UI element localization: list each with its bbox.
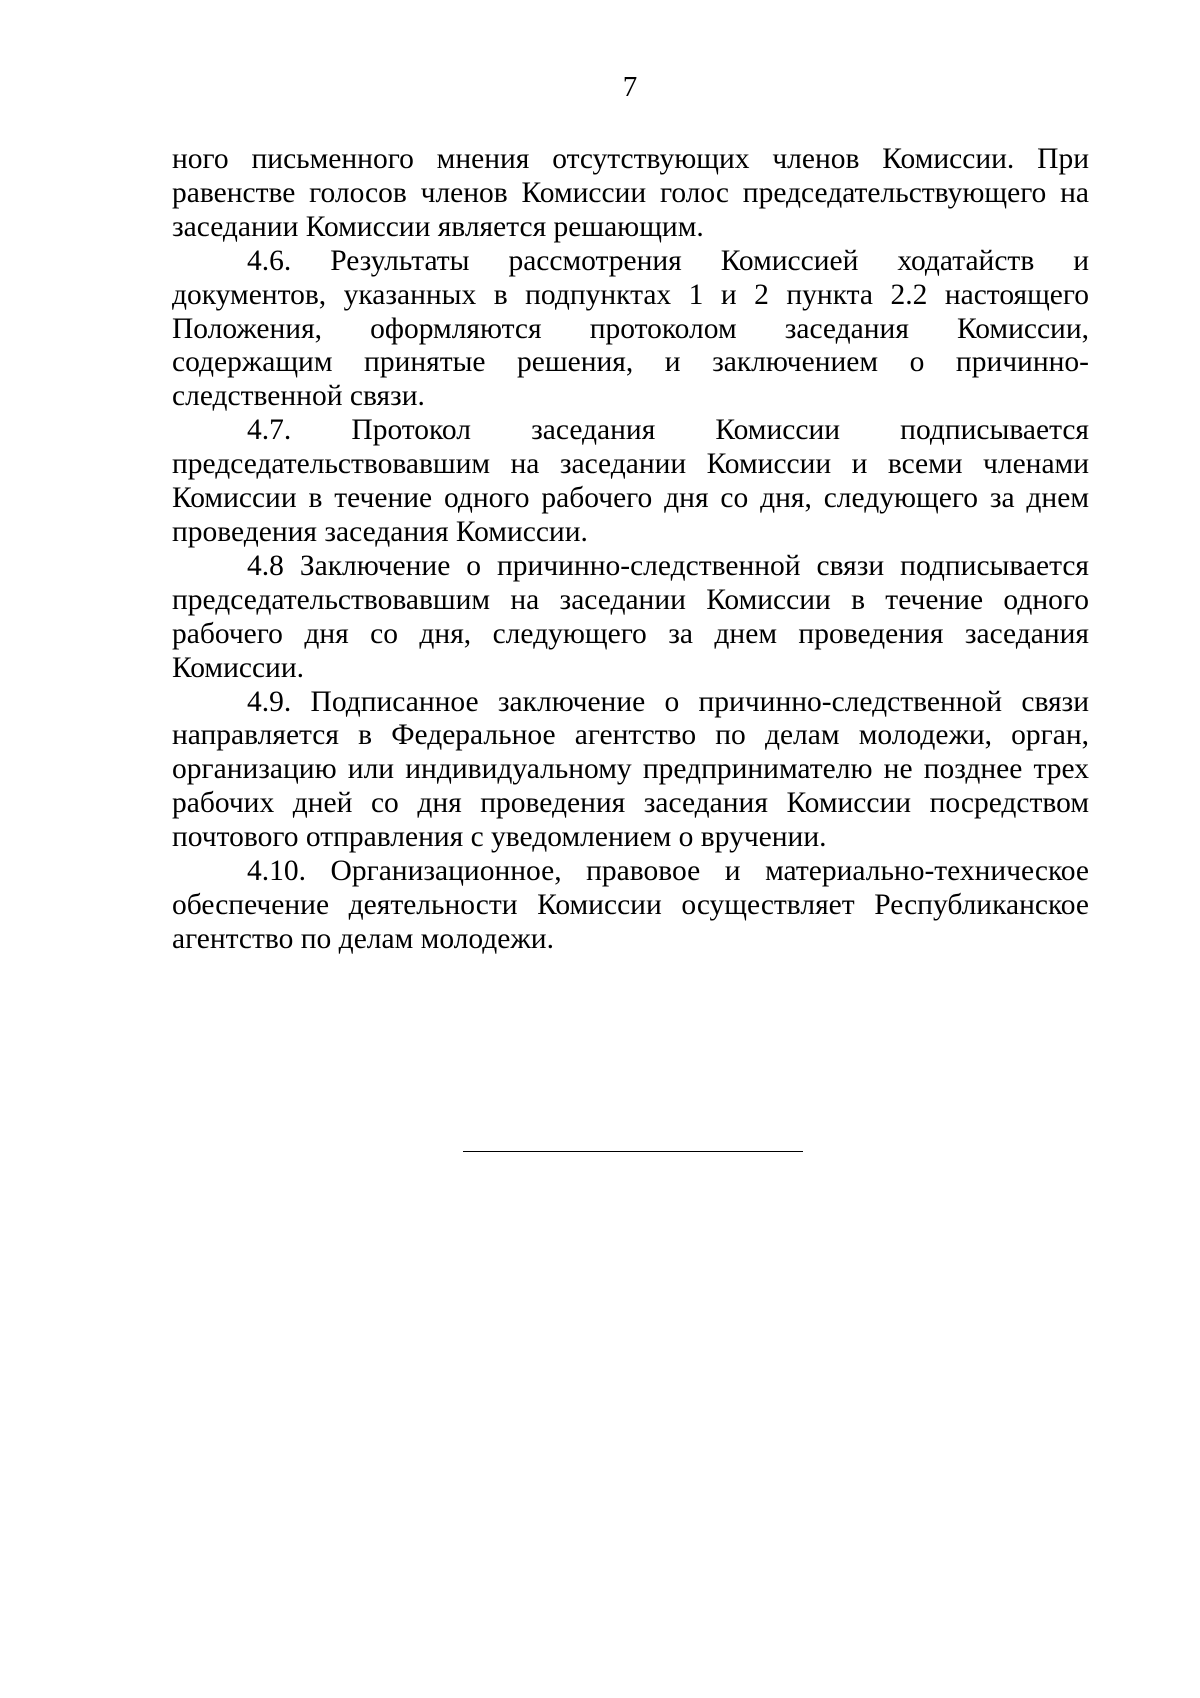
- paragraph-4-9: 4.9. Подписанное заключение о причинно-следственной связи направляется в Федеральное агентство по делам молодежи, орган, организацию или индивидуальному предпринимателю не позднее трех рабочих дней со дня проведения заседания Комиссии посредством почтового отправления с уведомлением о вручении.: [172, 685, 1089, 854]
- paragraph-4-7: 4.7. Протокол заседания Комиссии подписывается председательствовавшим на заседании Комиссии и всеми членами Комиссии в течение одного рабочего дня со дня, следующего за днем проведения заседания Комиссии.: [172, 414, 1089, 548]
- paragraph-4-10: 4.10. Организационное, правовое и материально-техническое обеспечение деятельности Комиссии осуществляет Республиканское агентство по делам молодежи.: [172, 855, 1089, 955]
- paragraph-4-8: 4.8 Заключение о причинно-следственной связи подписывается председательствовавшим на заседании Комиссии в течение одного рабочего дня со дня, следующего за днем проведения заседания Комиссии.: [172, 549, 1089, 684]
- paragraph-continuation: ного письменного мнения отсутствующих членов Комиссии. При равенстве голосов членов Комиссии голос председательствующего на заседании Комиссии является решающим.: [172, 143, 1089, 243]
- page-number: 7: [622, 71, 638, 103]
- end-separator-line: [463, 1151, 803, 1152]
- paragraph-4-6: 4.6. Результаты рассмотрения Комиссией ходатайств и документов, указанных в подпунктах 1 и 2 пункта 2.2 настоящего Положения, оформляются протоколом заседания Комиссии, содержащим принятые решения, и заключением о причинно-следственной связи.: [172, 244, 1089, 413]
- document-body: [172, 143, 1089, 957]
